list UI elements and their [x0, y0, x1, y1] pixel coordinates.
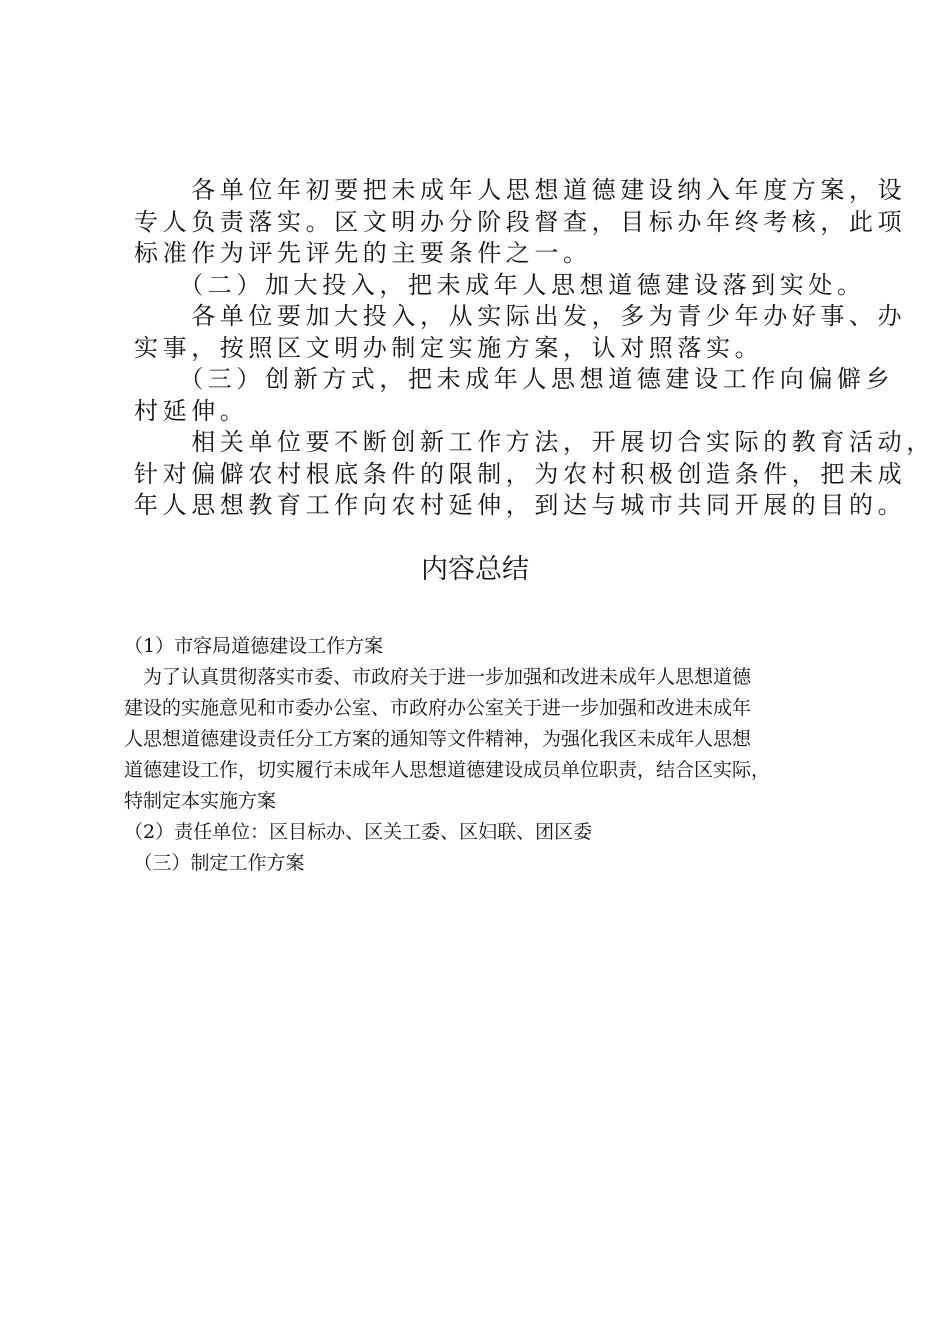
summary-block	[124, 631, 844, 879]
body-line: 针对偏僻农村根底条件的限制，为农村积极创造条件，把未成	[134, 459, 907, 488]
body-line: 各单位年初要把未成年人思想道德建设纳入年度方案，设	[134, 176, 907, 204]
section-heading-line: （三）创新方式，把未成年人思想道德建设工作向偏僻乡	[134, 365, 895, 393]
summary-line: 特制定本实施方案	[124, 790, 277, 812]
summary-line: （1）市容局道德建设工作方案	[124, 635, 384, 657]
summary-line: （三）制定工作方案	[124, 852, 305, 874]
summary-line: （2）责任单位：区目标办、区关工委、区妇联、团区委	[124, 821, 593, 843]
summary-line: 为了认真贯彻落实市委、市政府关于进一步加强和改进未成年人思想道德	[124, 666, 752, 688]
body-line: 各单位要加大投入，从实际出发，多为青少年办好事、办	[134, 302, 907, 330]
body-line: 相关单位要不断创新工作方法，开展切合实际的教育活动，	[134, 428, 935, 456]
summary-line: 人思想道德建设责任分工方案的通知等文件精神，为强化我区未成年人思想	[124, 728, 752, 750]
section-heading-line: （二）加大投入，把未成年人思想道德建设落到实处。	[134, 270, 866, 299]
summary-line: 建设的实施意见和市委办公室、市政府办公室关于进一步加强和改进未成年	[124, 697, 752, 719]
summary-title: 内容总结	[421, 554, 529, 585]
body-line: 年人思想教育工作向农村延伸，到达与城市共同开展的目的。	[134, 491, 907, 519]
body-line: 村延伸。	[134, 396, 249, 425]
body-line: 实事，按照区文明办制定实施方案，认对照落实。	[134, 333, 764, 362]
body-line: 专人负责落实。区文明办分阶段督查，目标办年终考核，此项	[134, 207, 907, 236]
body-line: 标准作为评先评先的主要条件之一。	[134, 239, 592, 267]
body-paragraphs	[134, 175, 935, 522]
summary-line: 道德建设工作，切实履行未成年人思想道德建设成员单位职责，结合区实际，	[124, 759, 771, 781]
